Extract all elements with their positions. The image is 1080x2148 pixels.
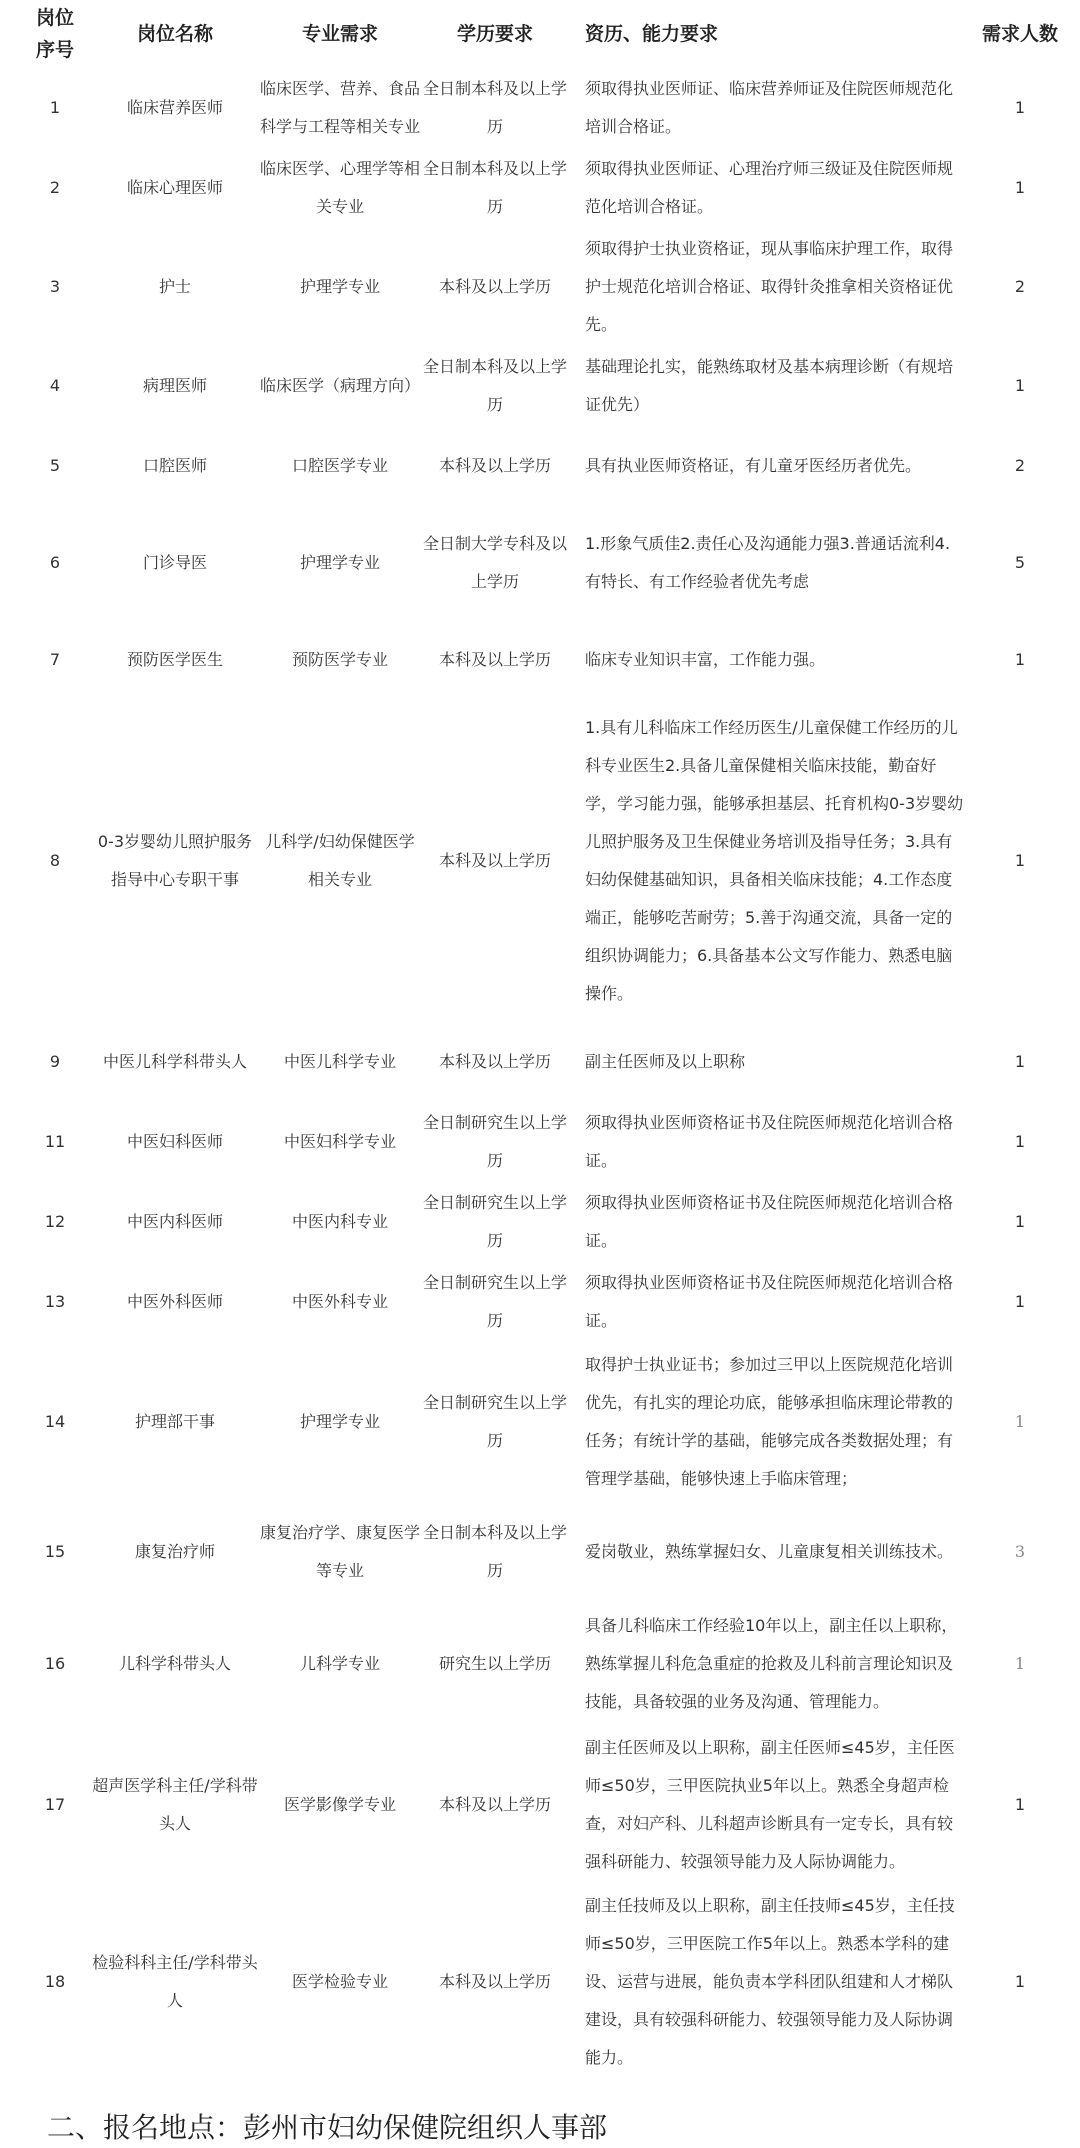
cell-seq: 4 xyxy=(49,376,61,395)
cell-edu: 本科及以上学历 xyxy=(438,1795,551,1814)
cell-seq: 1 xyxy=(49,98,61,117)
cell-name: 中医儿科学科带头人 xyxy=(102,1052,247,1071)
cell-edu: 全日制本科及以上学历 xyxy=(422,357,567,414)
cell-seq: 3 xyxy=(49,277,61,296)
cell-edu: 全日制本科及以上学历 xyxy=(422,1523,567,1580)
cell-req: 副主任医师及以上职称，副主任医师≤45岁，主任医师≤50岁，三甲医院执业5年以上。熟悉全身超声检查，对妇产科、儿科超声诊断具有一定专长，具有较强科研能力、较强领导能力及人际协调能力。 xyxy=(585,1738,955,1871)
recruitment-table xyxy=(20,0,1070,2080)
cell-edu: 研究生以上学历 xyxy=(438,1654,551,1673)
cell-major: 儿科学专业 xyxy=(299,1654,380,1673)
cell-seq: 6 xyxy=(49,553,61,572)
cell-seq: 18 xyxy=(44,1972,66,1991)
cell-count: 1 xyxy=(1014,650,1026,669)
table-row xyxy=(20,1182,1070,1262)
cell-req: 须取得执业医师证、心理治疗师三级证及住院医师规范化培训合格证。 xyxy=(585,159,954,216)
cell-req: 副主任医师及以上职称 xyxy=(585,1052,746,1071)
table-row xyxy=(20,620,1070,700)
cell-major: 口腔医学专业 xyxy=(291,456,388,475)
cell-edu: 全日制本科及以上学历 xyxy=(422,79,567,136)
cell-name: 康复治疗师 xyxy=(134,1542,215,1561)
header-edu: 学历要求 xyxy=(456,23,533,45)
cell-name: 口腔医师 xyxy=(142,456,207,475)
cell-major: 临床医学、心理学等相关专业 xyxy=(260,159,421,216)
cell-edu: 全日制研究生以上学历 xyxy=(422,1113,567,1170)
cell-major: 中医外科专业 xyxy=(291,1292,388,1311)
table-row xyxy=(20,1502,1070,1602)
cell-count: 1 xyxy=(1014,1212,1026,1231)
cell-name: 门诊导医 xyxy=(142,553,207,572)
table-row xyxy=(20,1262,1070,1342)
table-row xyxy=(20,1102,1070,1182)
cell-count: 1 xyxy=(1014,1972,1026,1991)
cell-name: 超声医学科主任/学科带头人 xyxy=(92,1776,258,1833)
table-row xyxy=(20,506,1070,620)
cell-req: 须取得执业医师资格证书及住院医师规范化培训合格证。 xyxy=(585,1113,954,1170)
cell-req: 具备儿科临床工作经验10年以上，副主任以上职称，熟练掌握儿科危急重症的抢救及儿科前言理论知识及技能，具备较强的业务及沟通、管理能力。 xyxy=(585,1616,958,1711)
cell-edu: 全日制研究生以上学历 xyxy=(422,1273,567,1330)
cell-seq: 9 xyxy=(49,1052,61,1071)
cell-count: 1 xyxy=(1014,1412,1026,1431)
cell-name: 临床营养医师 xyxy=(126,98,223,117)
table-row xyxy=(20,1884,1070,2080)
cell-edu: 全日制研究生以上学历 xyxy=(422,1193,567,1250)
cell-edu: 本科及以上学历 xyxy=(438,1052,551,1071)
header-name: 岗位名称 xyxy=(136,23,213,45)
cell-name: 护士 xyxy=(158,277,191,296)
cell-req: 副主任技师及以上职称，副主任技师≤45岁，主任技师≤50岁，三甲医院工作5年以上。熟悉本学科的建设、运营与进展，能负责本学科团队组建和人才梯队建设，具有较强科研能力、较强领导能力及人际协调能力。 xyxy=(585,1896,955,2067)
cell-req: 须取得执业医师证、临床营养师证及住院医师规范化培训合格证。 xyxy=(585,79,954,136)
cell-edu: 全日制大学专科及以上学历 xyxy=(422,534,567,591)
cell-count: 1 xyxy=(1014,1654,1026,1673)
cell-req: 须取得护士执业资格证，现从事临床护理工作，取得护士规范化培训合格证、取得针灸推拿相关资格证优先。 xyxy=(585,239,954,334)
cell-req: 1.具有儿科临床工作经历医生/儿童保健工作经历的儿科专业医生2.具备儿童保健相关临床技能，勤奋好学，学习能力强，能够承担基层、托育机构0-3岁婴幼儿照护服务及卫生保健业务培训及指导任务；3.具有妇幼保健基础知识，具备相关临床技能；4.工作态度端正，能够吃苦耐劳；5.善于沟通交流，具备一定的组织协调能力；6.具备基本公文写作能力、熟悉电脑操作。 xyxy=(585,718,964,1003)
cell-seq: 2 xyxy=(49,178,61,197)
header-seq: 岗位序号 xyxy=(35,7,74,61)
cell-req: 具有执业医师资格证，有儿童牙医经历者优先。 xyxy=(585,456,922,475)
cell-name: 中医妇科医师 xyxy=(126,1132,223,1151)
table-row xyxy=(20,1342,1070,1502)
cell-count: 3 xyxy=(1014,1542,1026,1561)
cell-name: 儿科学科带头人 xyxy=(118,1654,231,1673)
cell-major: 医学影像学专业 xyxy=(283,1795,396,1814)
cell-req: 须取得执业医师资格证书及住院医师规范化培训合格证。 xyxy=(585,1273,954,1330)
header-major: 专业需求 xyxy=(301,23,378,45)
cell-seq: 14 xyxy=(44,1412,66,1431)
cell-count: 1 xyxy=(1014,178,1026,197)
cell-edu: 本科及以上学历 xyxy=(438,456,551,475)
cell-req: 基础理论扎实，能熟练取材及基本病理诊断（有规培证优先） xyxy=(585,357,954,414)
cell-edu: 本科及以上学历 xyxy=(438,277,551,296)
cell-name: 检验科科主任/学科带头人 xyxy=(92,1953,258,2010)
recruitment-table-container xyxy=(20,0,1070,2080)
table-row xyxy=(20,426,1070,506)
cell-major: 医学检验专业 xyxy=(291,1972,388,1991)
table-row xyxy=(20,1726,1070,1884)
cell-seq: 7 xyxy=(49,650,61,669)
cell-major: 临床医学、营养、食品科学与工程等相关专业 xyxy=(260,79,421,136)
cell-major: 中医妇科学专业 xyxy=(283,1132,396,1151)
cell-name: 预防医学医生 xyxy=(126,650,223,669)
registration-location-heading: 二、报名地点：彭州市妇幼保健院组织人事部 xyxy=(47,2111,608,2144)
cell-seq: 16 xyxy=(44,1654,66,1673)
table-header-row xyxy=(20,0,1070,68)
cell-edu: 本科及以上学历 xyxy=(438,650,551,669)
cell-name: 病理医师 xyxy=(142,376,207,395)
cell-major: 护理学专业 xyxy=(299,1412,380,1431)
cell-seq: 12 xyxy=(44,1212,66,1231)
cell-name: 0-3岁婴幼儿照护服务指导中心专职干事 xyxy=(97,832,253,889)
table-row xyxy=(20,1602,1070,1726)
table-row xyxy=(20,1022,1070,1102)
cell-count: 2 xyxy=(1014,277,1026,296)
cell-req: 1.形象气质佳2.责任心及沟通能力强3.普通话流利4.有特长、有工作经验者优先考虑 xyxy=(585,534,951,591)
cell-count: 1 xyxy=(1014,1795,1026,1814)
cell-major: 临床医学（病理方向） xyxy=(260,376,421,395)
cell-count: 1 xyxy=(1014,1052,1026,1071)
cell-count: 1 xyxy=(1014,1292,1026,1311)
table-row xyxy=(20,346,1070,426)
cell-major: 预防医学专业 xyxy=(291,650,388,669)
cell-name: 护理部干事 xyxy=(134,1412,215,1431)
cell-req: 取得护士执业证书；参加过三甲以上医院规范化培训优先，有扎实的理论功底，能够承担临床理论带教的任务；有统计学的基础，能够完成各类数据处理；有管理学基础，能够快速上手临床管理； xyxy=(585,1355,954,1488)
cell-edu: 全日制本科及以上学历 xyxy=(422,159,567,216)
cell-seq: 13 xyxy=(44,1292,66,1311)
cell-edu: 全日制研究生以上学历 xyxy=(422,1393,567,1450)
cell-major: 护理学专业 xyxy=(299,553,380,572)
cell-req: 须取得执业医师资格证书及住院医师规范化培训合格证。 xyxy=(585,1193,954,1250)
cell-count: 1 xyxy=(1014,851,1026,870)
cell-count: 5 xyxy=(1014,553,1026,572)
cell-seq: 15 xyxy=(44,1542,66,1561)
cell-count: 1 xyxy=(1014,1132,1026,1151)
cell-major: 儿科学/妇幼保健医学相关专业 xyxy=(265,832,415,889)
table-row xyxy=(20,68,1070,148)
cell-major: 康复治疗学、康复医学等专业 xyxy=(260,1523,421,1580)
cell-req: 爱岗敬业，熟练掌握妇女、儿童康复相关训练技术。 xyxy=(585,1542,954,1561)
cell-seq: 5 xyxy=(49,456,61,475)
cell-edu: 本科及以上学历 xyxy=(438,1972,551,1991)
cell-name: 中医内科医师 xyxy=(126,1212,223,1231)
table-row xyxy=(20,700,1070,1022)
cell-edu: 本科及以上学历 xyxy=(438,851,551,870)
cell-major: 中医儿科学专业 xyxy=(283,1052,396,1071)
cell-major: 中医内科专业 xyxy=(291,1212,388,1231)
cell-count: 2 xyxy=(1014,456,1026,475)
cell-count: 1 xyxy=(1014,376,1026,395)
header-req: 资历、能力要求 xyxy=(585,23,719,45)
cell-seq: 8 xyxy=(49,851,61,870)
cell-name: 临床心理医师 xyxy=(126,178,223,197)
cell-major: 护理学专业 xyxy=(299,277,380,296)
cell-seq: 11 xyxy=(44,1132,66,1151)
header-count: 需求人数 xyxy=(981,23,1058,45)
cell-name: 中医外科医师 xyxy=(126,1292,223,1311)
cell-count: 1 xyxy=(1014,98,1026,117)
table-row xyxy=(20,148,1070,228)
table-row xyxy=(20,228,1070,346)
cell-req: 临床专业知识丰富，工作能力强。 xyxy=(585,650,826,669)
cell-seq: 17 xyxy=(44,1795,66,1814)
